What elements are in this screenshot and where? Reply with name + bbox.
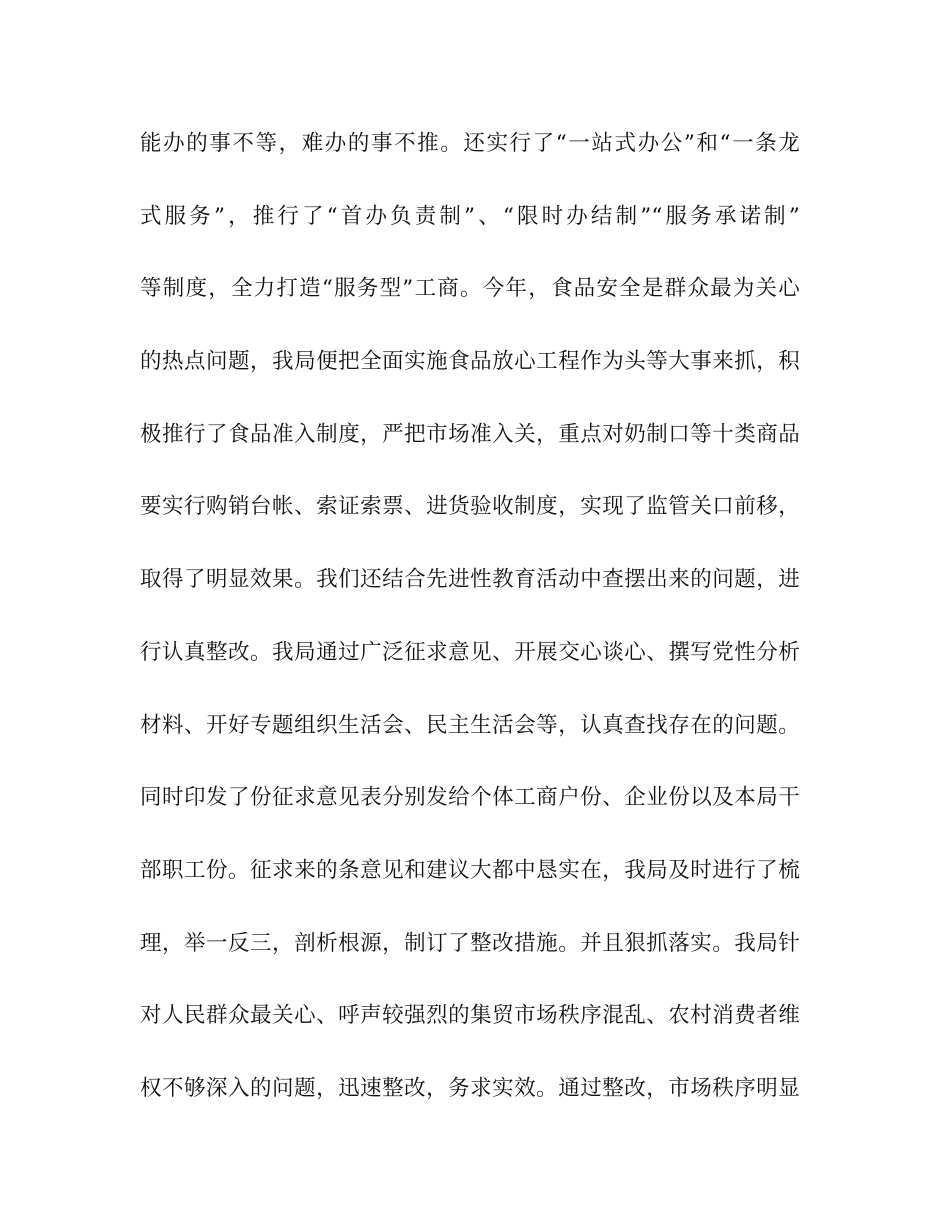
text-line: 极推行了食品准入制度，严把市场准入关，重点对奶制口等十类商品 xyxy=(140,421,800,447)
text-line: 取得了明显效果。我们还结合先进性教育活动中查摆出来的问题，进 xyxy=(140,567,800,593)
body-text xyxy=(140,122,800,1140)
text-line: 材料、开好专题组织生活会、民主生活会等，认真查找存在的问题。 xyxy=(140,712,800,738)
text-line: 权不够深入的问题，迅速整改，务求实效。通过整改，市场秩序明显 xyxy=(140,1075,800,1101)
text-line: 式服务”，推行了“首办负责制”、“限时办结制”“服务承诺制” xyxy=(140,203,800,229)
text-line: 理，举一反三，剖析根源，制订了整改措施。并且狠抓落实。我局针 xyxy=(140,930,800,956)
text-line: 行认真整改。我局通过广泛征求意见、开展交心谈心、撰写党性分析 xyxy=(140,639,800,665)
text-line: 的热点问题，我局便把全面实施食品放心工程作为头等大事来抓，积 xyxy=(140,349,800,375)
text-line: 对人民群众最关心、呼声较强烈的集贸市场秩序混乱、农村消费者维 xyxy=(140,1003,800,1029)
text-line: 要实行购销台帐、索证索票、进货验收制度，实现了监管关口前移， xyxy=(140,494,800,520)
text-line: 等制度，全力打造“服务型”工商。今年，食品安全是群众最为关心 xyxy=(140,276,800,302)
text-line: 部职工份。征求来的条意见和建议大都中恳实在，我局及时进行了梳 xyxy=(140,857,800,883)
text-line: 同时印发了份征求意见表分别发给个体工商户份、企业份以及本局干 xyxy=(140,785,800,811)
text-line: 能办的事不等，难办的事不推。还实行了“一站式办公”和“一条龙 xyxy=(140,131,800,156)
